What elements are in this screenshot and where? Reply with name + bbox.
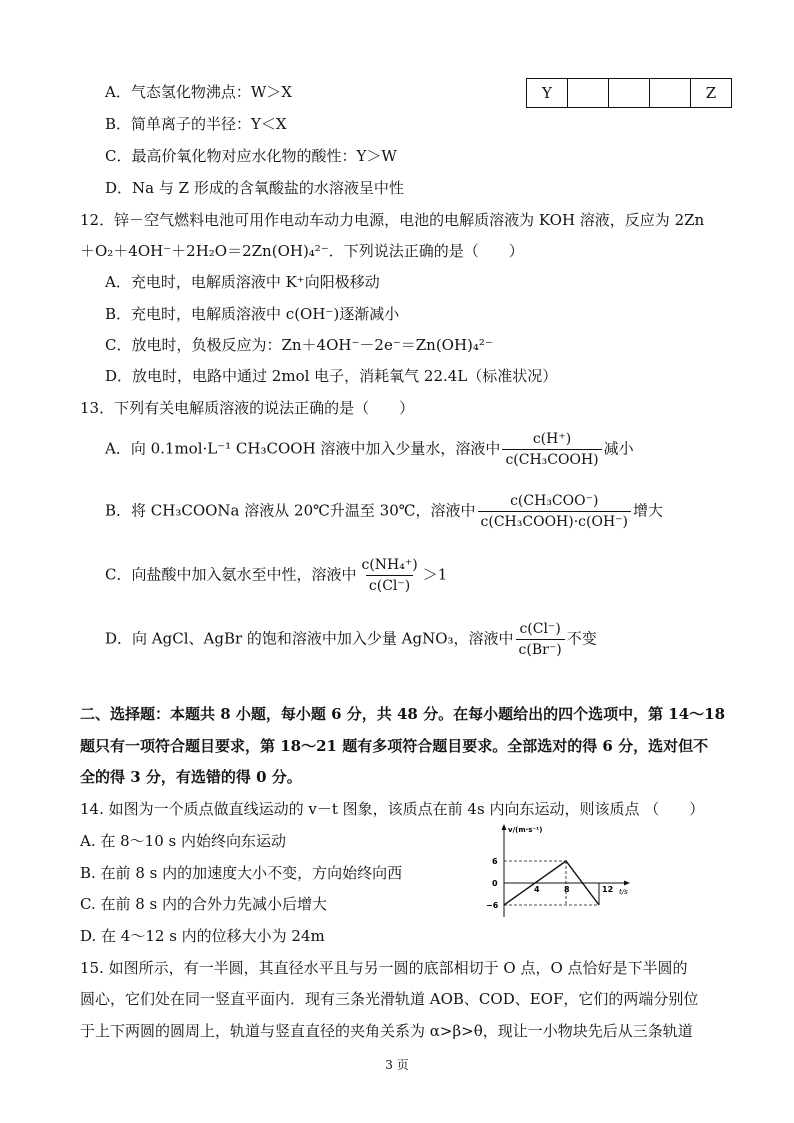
- fraction-denominator: c(Br⁻): [516, 639, 565, 659]
- tick-label-8: 8: [564, 885, 570, 894]
- fraction: [502, 430, 601, 469]
- q13-option-a: [105, 430, 634, 469]
- q13-option-d: [105, 620, 597, 659]
- fraction-denominator: c(Cl⁻): [366, 575, 413, 595]
- q13-a-text: A．向 0.1mol·L⁻¹ CH₃COOH 溶液中加入少量水，溶液中: [105, 439, 501, 458]
- q13-d-tail: 不变: [566, 629, 597, 648]
- q11-option-b: B．简单离子的半径：Y＜X: [105, 115, 287, 133]
- q15-line2: 圆心，它们处在同一竖直平面内．现有三条光滑轨道 AOB、COD、EOF，它们的两端分别位: [80, 990, 699, 1008]
- q13-option-c: [105, 556, 447, 595]
- q13-a-tail: 减小: [603, 439, 634, 458]
- q13-option-b: [105, 492, 663, 531]
- q13-b-text: B．将 CH₃COONa 溶液从 20℃升温至 30℃，溶液中: [105, 501, 476, 520]
- q13-c-tail: ＞1: [422, 565, 448, 584]
- q12-option-d: D．放电时，电路中通过 2mol 电子，消耗氧气 22.4L（标准状况）: [105, 367, 558, 385]
- q14-option-d: D. 在 4～12 s 内的位移大小为 24m: [80, 927, 325, 945]
- fraction: [516, 620, 565, 659]
- q13-stem: 13．下列有关电解质溶液的说法正确的是（ ）: [80, 399, 415, 417]
- q13-d-text: D．向 AgCl、AgBr 的饱和溶液中加入少量 AgNO₃，溶液中: [105, 629, 514, 648]
- q12-option-c: C．放电时，负极反应为：Zn＋4OH⁻－2e⁻＝Zn(OH)₄²⁻: [105, 336, 493, 354]
- q11-option-d: D．Na 与 Z 形成的含氧酸盐的水溶液呈中性: [105, 179, 404, 197]
- grid-cell: [568, 79, 609, 108]
- grid-cell: [650, 79, 691, 108]
- q12-stem-line2: ＋O₂＋4OH⁻＋2H₂O＝2Zn(OH)₄²⁻．下列说法正确的是（ ）: [80, 242, 524, 260]
- q12-option-b: B．充电时，电解质溶液中 c(OH⁻)逐渐减小: [105, 305, 400, 323]
- fraction-numerator: c(Cl⁻): [519, 621, 561, 637]
- grid-cell: Z: [691, 79, 732, 108]
- vt-graph: [478, 822, 638, 922]
- tick-label-6: 6: [492, 857, 498, 866]
- fraction: [478, 492, 631, 531]
- q11-option-a: A．气态氢化物沸点：W＞X: [105, 83, 292, 101]
- q12-option-a: A．充电时，电解质溶液中 K⁺向阳极移动: [105, 273, 380, 291]
- y-axis-label: v/(m·s⁻¹): [508, 826, 543, 834]
- q13-b-tail: 增大: [633, 501, 664, 520]
- x-axis-label: t/s: [619, 888, 628, 896]
- q15-line1: 15. 如图所示，有一半圆，其直径水平且与另一圆的底部相切于 O 点，O 点恰好是下半圆的: [80, 959, 688, 977]
- grid-cell: Y: [527, 79, 568, 108]
- fraction: [358, 556, 420, 595]
- q14-option-a: A. 在 8～10 s 内始终向东运动: [80, 832, 287, 850]
- grid-cell: [609, 79, 650, 108]
- q12-stem-line1: 12．锌－空气燃料电池可用作电动车动力电源，电池的电解质溶液为 KOH 溶液，反应为 2Zn: [80, 211, 705, 229]
- tick-label-neg6: −6: [486, 901, 499, 910]
- fraction-numerator: c(H⁺): [532, 431, 572, 447]
- y-axis-arrow: [502, 824, 507, 830]
- q14-stem: 14. 如图为一个质点做直线运动的 v－t 图象，该质点在前 4s 内向东运动，则该质点 （ ）: [80, 800, 705, 818]
- x-axis-arrow: [624, 881, 630, 886]
- fraction-numerator: c(NH₄⁺): [361, 557, 418, 573]
- fraction-denominator: c(CH₃COOH)·c(OH⁻): [478, 511, 631, 531]
- q11-option-c: C．最高价氧化物对应水化物的酸性：Y＞W: [105, 147, 397, 165]
- q14-option-b: B. 在前 8 s 内的加速度大小不变，方向始终向西: [80, 864, 403, 882]
- page-number: 3 页: [385, 1058, 409, 1072]
- q14-option-c: C. 在前 8 s 内的合外力先减小后增大: [80, 895, 328, 913]
- q13-c-text: C．向盐酸中加入氨水至中性，溶液中: [105, 565, 357, 584]
- element-grid-table: [526, 78, 732, 108]
- fraction-denominator: c(CH₃COOH): [502, 449, 601, 469]
- fraction-numerator: c(CH₃COO⁻): [510, 493, 599, 509]
- tick-label-12: 12: [602, 885, 614, 894]
- tick-label-4: 4: [534, 885, 540, 894]
- section2-heading-line1: 二、选择题：本题共 8 小题，每小题 6 分，共 48 分。在每小题给出的四个选项中，第 14～18: [80, 705, 726, 723]
- q15-line3: 于上下两圆的圆周上，轨道与竖直直径的夹角关系为 α>β>θ，现让一小物块先后从三条轨道: [80, 1022, 693, 1040]
- tick-label-0: 0: [492, 879, 498, 888]
- section2-heading-line3: 全的得 3 分，有选错的得 0 分。: [80, 768, 302, 786]
- section2-heading-line2: 题只有一项符合题目要求，第 18～21 题有多项符合题目要求。全部选对的得 6 分，选对但不: [80, 737, 709, 755]
